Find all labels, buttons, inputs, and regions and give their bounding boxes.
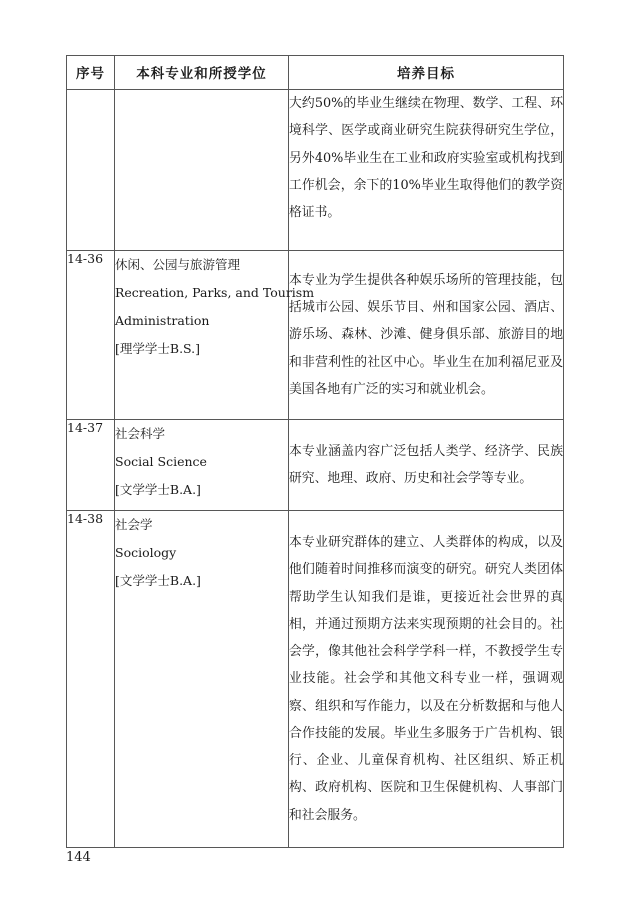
major-name-en: Sociology [115, 545, 177, 561]
cell-training-goal [289, 251, 564, 420]
cell-training-goal [289, 511, 564, 848]
cell-major-name [115, 511, 289, 848]
cell-major-name [115, 420, 289, 511]
column-header-no: 序号 [67, 56, 115, 90]
cell-serial-number: 14-36 [67, 251, 115, 420]
table-row [67, 511, 564, 848]
training-goal-text: 本专业为学生提供各种娱乐场所的管理技能，包括城市公园、娱乐节目、州和国家公园、酒店、游乐场、森林、沙滩、健身俱乐部、旅游目的地和非营利性的社区中心。毕业生在加利福尼亚及美国各地有广泛的实习和就业机会。 [289, 272, 563, 397]
major-degree: [文学学士B.A.] [115, 482, 201, 498]
cell-training-goal [289, 90, 564, 251]
column-header-goal: 培养目标 [289, 56, 564, 90]
major-name-en-cont: Administration [115, 313, 210, 329]
cell-major-name [115, 90, 289, 251]
major-name-en: Recreation, Parks, and Tourism [115, 285, 315, 301]
table-row [67, 420, 564, 511]
table-header-row [67, 56, 564, 90]
major-degree: [理学学士B.S.] [115, 341, 201, 357]
training-goal-text: 本专业研究群体的建立、人类群体的构成，以及他们随着时间推移而演变的研究。研究人类团体帮助学生认知我们是谁，更接近社会世界的真相，并通过预期方法来实现预期的社会目的。社会学，像其他社会科学学科一样，不教授学生专业技能。社会学和其他文科专业一样，强调观察、组织和写作能力，以及在分析数据和与他人合作技能的发展。毕业生多服务于广告机构、银行、企业、儿童保育机构、社区组织、矫正机构、政府机构、医院和卫生保健机构、人事部门和社会服务。 [289, 535, 563, 823]
page-number: 144 [66, 850, 91, 865]
cell-training-goal [289, 420, 564, 511]
training-goal-text: 本专业涵盖内容广泛包括人类学、经济学、民族研究、地理、政府、历史和社会学等专业。 [289, 443, 563, 486]
cell-serial-number: 14-38 [67, 511, 115, 848]
majors-table [66, 55, 564, 848]
major-name-en: Social Science [115, 454, 207, 470]
cell-serial-number: 14-37 [67, 420, 115, 511]
major-name-cn: 社会科学 [115, 426, 166, 441]
cell-major-name [115, 251, 315, 420]
table-row [67, 251, 564, 420]
major-name-cn: 社会学 [115, 517, 153, 532]
training-goal-text: 大约50%的毕业生继续在物理、数学、工程、环境科学、医学或商业研究生院获得研究生学位，另外40%毕业生在工业和政府实验室或机构找到工作机会，余下的10%毕业生取得他们的教学资格证书。 [289, 96, 563, 220]
major-name-cn: 休闲、公园与旅游管理 [115, 257, 241, 272]
column-header-major: 本科专业和所授学位 [115, 56, 289, 90]
cell-serial-number [67, 90, 115, 251]
major-degree: [文学学士B.A.] [115, 573, 201, 589]
table-row [67, 90, 564, 251]
